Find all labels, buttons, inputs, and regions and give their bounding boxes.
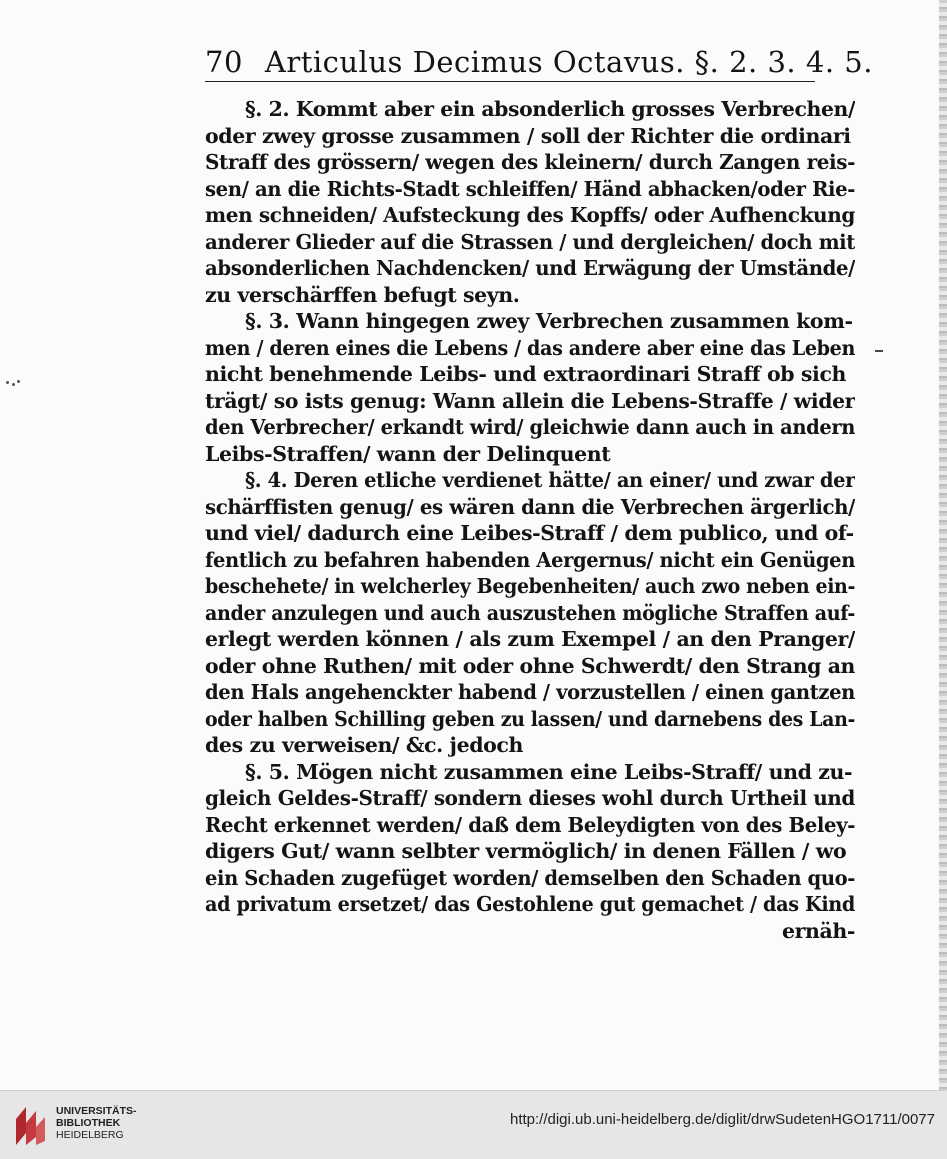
text-line: anderer Glieder auf die Strassen / und dergleichen/ doch mit <box>205 229 855 254</box>
text-line: §. 3. Wann hingegen zwey Verbrechen zusammen kom- <box>245 309 853 333</box>
text-line: trägt/ so ists genug: Wann allein die Lebens-Straffe / wider <box>205 388 855 413</box>
book-edge <box>939 0 947 1090</box>
running-header <box>205 40 873 84</box>
text-line: schärffisten genug/ es wären dann die Verbrechen ärgerlich/ <box>205 494 855 519</box>
text-line: oder zwey grosse zusammen / soll der Richter die ordinari <box>205 123 851 148</box>
text-line: §. 2. Kommt aber ein absonderlich grosses Verbrechen/ <box>245 97 855 121</box>
text-line: absonderlichen Nachdencken/ und Erwägung der Umstände/ <box>205 256 855 280</box>
page-number: 70 <box>205 45 243 79</box>
footer-bar <box>0 1090 947 1159</box>
text-line: §. 4. Deren etliche verdienet hätte/ an einer/ und zwar der <box>245 468 855 492</box>
text-line: den Verbrecher/ erkandt wird/ gleichwie dann auch in andern <box>205 415 855 439</box>
text-line: gleich Geldes-Straff/ sondern dieses wohl durch Urtheil und <box>205 786 855 810</box>
text-line: ander anzulegen und auch auszustehen mögliche Straffen auf- <box>205 600 855 625</box>
text-line: oder ohne Ruthen/ mit oder ohne Schwerdt/ den Strang an <box>205 653 855 678</box>
text-line: Leibs-Straffen/ wann der Delinquent <box>205 441 611 466</box>
margin-dash <box>875 350 883 352</box>
text-line: ein Schaden zugefüget worden/ demselben den Schaden quo- <box>205 865 855 890</box>
text-line: beschehete/ in welcherley Begebenheiten/ auch zwo neben ein- <box>205 574 855 598</box>
text-line: ad privatum ersetzet/ das Gestohlene gut gemachet / das Kind <box>205 892 855 916</box>
text-line: sen/ an die Richts-Stadt schleiffen/ Händ abhacken/oder Rie- <box>205 176 855 201</box>
running-title: Articulus Decimus Octavus. §. 2. 3. 4. 5. <box>264 45 873 79</box>
margin-speck <box>6 378 20 388</box>
library-name <box>56 1105 137 1141</box>
text-line: Recht erkennet werden/ daß dem Beleydigten von des Beley- <box>205 812 855 837</box>
library-logo-icon <box>12 1101 48 1149</box>
source-url[interactable]: http://digi.ub.uni-heidelberg.de/diglit/drwSudetenHGO1711/0077 <box>509 1111 935 1128</box>
library-name-line2: BIBLIOTHEK <box>56 1117 121 1129</box>
text-line: Straff des grössern/ wegen des kleinern/ durch Zangen reis- <box>205 150 855 174</box>
library-name-line1: UNIVERSITÄTS- <box>56 1105 137 1117</box>
text-line: oder halben Schilling geben zu lassen/ und darnebens des Lan- <box>205 706 855 731</box>
text-line: zu verschärffen befugt seyn. <box>205 282 520 307</box>
text-line: §. 5. Mögen nicht zusammen eine Leibs-Straff/ und zu- <box>245 759 853 784</box>
text-line: erlegt werden können / als zum Exempel / an den Pranger/ <box>205 627 855 651</box>
text-line: des zu verweisen/ &c. jedoch <box>205 733 524 757</box>
text-line: digers Gut/ wann selbter vermöglich/ in denen Fällen / wo <box>205 839 847 863</box>
text-line: nicht benehmende Leibs- und extraordinari Straff ob sich <box>205 362 847 386</box>
text-line: men schneiden/ Aufsteckung des Kopffs/ oder Aufhenckung <box>205 203 855 227</box>
body-text <box>205 96 855 944</box>
text-line: und viel/ dadurch eine Leibes-Straff / dem publico, und of- <box>205 521 854 545</box>
text-line: men / deren eines die Lebens / das andere aber eine das Leben <box>205 335 855 360</box>
text-line: den Hals angehenckter habend / vorzustellen / einen gantzen <box>205 680 855 704</box>
text-line: fentlich zu befahren habenden Aergernus/ nicht ein Genügen <box>205 547 855 572</box>
header-rule <box>205 81 815 82</box>
library-name-line3: HEIDELBERG <box>56 1129 124 1141</box>
catchword: ernäh- <box>781 918 855 943</box>
